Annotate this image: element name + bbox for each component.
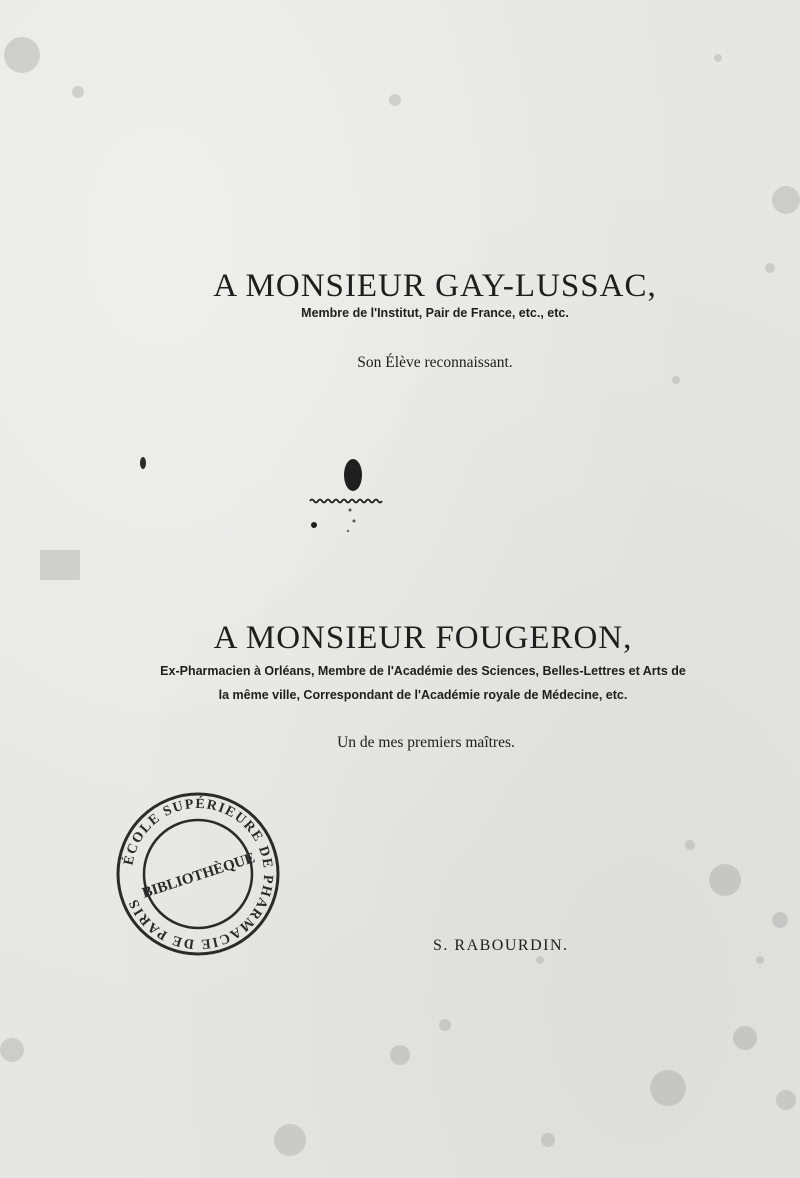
dedication-note-wrapper — [0, 734, 800, 752]
dedication-fougeron — [0, 620, 800, 657]
dedication-title: A MONSIEUR FOUGERON, — [213, 620, 633, 656]
dedication-subtitle-wrapper — [0, 306, 800, 320]
dedication-note: Un de mes premiers maîtres. — [337, 734, 515, 751]
author-signature: S. RABOURDIN. — [433, 937, 569, 954]
dedication-title: A MONSIEUR GAY-LUSSAC, — [213, 268, 657, 304]
library-stamp — [114, 790, 282, 958]
stamp-inner-text: BIBLIOTHÈQUE — [140, 850, 257, 902]
stamp-outer-text: ÉCOLE SUPÉRIEURE DE PHARMACIE DE PARIS — [121, 796, 276, 952]
dedication-subtitle-wrapper — [0, 664, 800, 678]
dedication-subtitle-line-1: Ex-Pharmacien à Orléans, Membre de l'Académie des Sciences, Belles-Lettres et Arts de — [160, 664, 686, 678]
dedication-gay-lussac — [0, 268, 800, 305]
ink-speck — [138, 455, 150, 475]
dedication-subtitle-wrapper — [0, 688, 800, 702]
dedication-subtitle-line-2: la même ville, Correspondant de l'Académie royale de Médecine, etc. — [218, 688, 628, 702]
dedication-note: Son Élève reconnaissant. — [357, 354, 513, 371]
ink-ornament-divider — [300, 455, 390, 545]
dedication-subtitle: Membre de l'Institut, Pair de France, etc., etc. — [301, 306, 569, 320]
dedication-note-wrapper — [0, 354, 800, 372]
